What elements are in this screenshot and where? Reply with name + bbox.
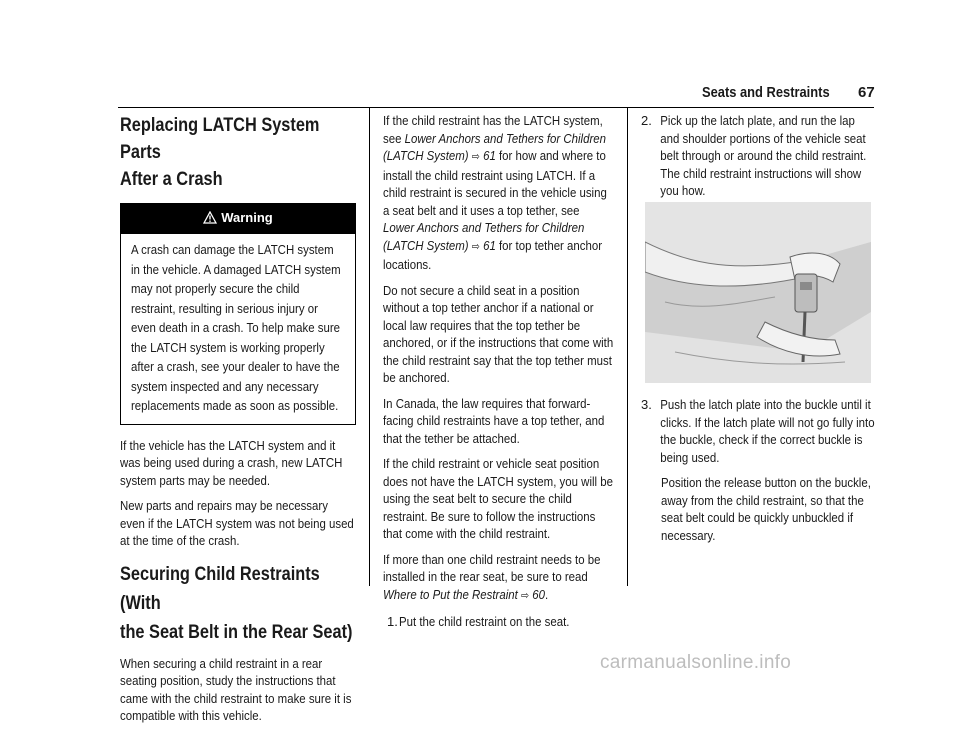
warning-icon bbox=[203, 211, 217, 224]
list-item bbox=[641, 112, 873, 200]
cross-reference-link[interactable]: Where to Put the Restraint ⇨ 60 bbox=[383, 586, 546, 602]
column-divider-1 bbox=[369, 108, 370, 586]
paragraph-latch-reference: If the child restraint has the LATCH system, see Lower Anchors and Tethers for Children (LATCH System) ⇨ 61 for how and where to install the child restraint using LATCH. If a child restraint is secured in the vehicle using a seat belt and it uses a top tether, see Lower Anchors and Tethers for Children (LATCH System) ⇨ 61 for top tether anchor locations. bbox=[383, 113, 607, 272]
step-text: Put the child restraint on the seat. bbox=[399, 614, 570, 629]
warning-box bbox=[120, 203, 356, 425]
page-ref-arrow-icon: ⇨ bbox=[471, 240, 480, 253]
warning-label: Warning bbox=[221, 210, 273, 225]
warning-body bbox=[120, 233, 356, 425]
paragraph: If the child restraint or vehicle seat position does not have the LATCH system, you will be using the seat belt to secure the child restraint. Be sure to follow the instructions that come with the child restraint. bbox=[383, 456, 613, 541]
warning-text: A crash can damage the LATCH system in the vehicle. A damaged LATCH system may not properly secure the child restraint, resulting in serious injury or even death in a crash. To help make sure the LATCH system is working properly after a crash, see your dealer to have the system inspected and any necessary replacements made as soon as possible. bbox=[131, 242, 341, 413]
page-ref-arrow-icon: ⇨ bbox=[520, 589, 530, 602]
list-item bbox=[383, 613, 615, 631]
watermark: carmanualsonline.info bbox=[600, 652, 792, 673]
latch-plate-illustration-icon bbox=[645, 202, 871, 383]
column-divider-2 bbox=[627, 108, 628, 586]
header-rule bbox=[118, 107, 874, 108]
warning-header bbox=[120, 203, 356, 233]
step-text: Pick up the latch plate, and run the lap and shoulder portions of the vehicle seat belt through or around the child restraint. The child restraint instructions will show you how. bbox=[660, 113, 867, 198]
paragraph: Do not secure a child seat in a position without a top tether anchor if a national or local law requires that the top tether be anchored, or if the instructions that come with the child restraint say that the top tether must be anchored. bbox=[383, 282, 614, 385]
section-title: Seats and Restraints bbox=[702, 84, 830, 101]
step-text: Push the latch plate into the buckle until it clicks. If the latch plate will not go fully into the buckle, check if the correct buckle is being used. bbox=[660, 397, 875, 465]
step-number: 3. bbox=[641, 397, 652, 412]
list-item bbox=[641, 396, 873, 466]
cross-reference-link[interactable]: Lower Anchors and Tethers for Children (LATCH System) ⇨ 61 bbox=[383, 220, 585, 253]
step-number: 1. bbox=[387, 614, 398, 629]
cross-reference-link[interactable]: Lower Anchors and Tethers for Children (LATCH System) ⇨ 61 bbox=[383, 130, 606, 163]
section-heading-securing: Securing Child Restraints (With the Seat Belt in the Rear Seat) bbox=[120, 563, 353, 643]
seat-belt-illustration bbox=[645, 202, 871, 383]
right-column bbox=[641, 112, 873, 208]
step-number: 2. bbox=[641, 113, 652, 128]
page-number: 67 bbox=[858, 84, 875, 101]
paragraph: In Canada, the law requires that forward-facing child restraints have a top tether, and that the tether be attached. bbox=[383, 395, 605, 446]
paragraph: New parts and repairs may be necessary even if the LATCH system was not being used at the time of the crash. bbox=[120, 498, 354, 548]
steps-list bbox=[383, 613, 615, 631]
steps-list bbox=[641, 396, 873, 466]
paragraph: If the vehicle has the LATCH system and it was being used during a crash, new LATCH system parts may be needed. bbox=[120, 437, 343, 488]
steps-list bbox=[641, 112, 873, 200]
right-column-lower bbox=[641, 396, 873, 552]
middle-column bbox=[383, 112, 615, 639]
paragraph-restraint-reference: If more than one child restraint needs to be installed in the rear seat, be sure to read Where to Put the Restraint ⇨ 60. bbox=[383, 551, 601, 602]
paragraph: When securing a child restraint in a rear seating position, study the instructions that came with the child restraint to make sure it is compatible with this vehicle. bbox=[120, 655, 352, 723]
section-heading-latch-parts: Replacing LATCH System Parts After a Crash bbox=[120, 115, 320, 190]
step-note: Position the release button on the buckle, away from the child restraint, so that the seat belt could be quickly unbuckled if necessary. bbox=[661, 475, 871, 543]
page-ref-arrow-icon: ⇨ bbox=[471, 151, 480, 163]
left-column bbox=[120, 112, 356, 733]
